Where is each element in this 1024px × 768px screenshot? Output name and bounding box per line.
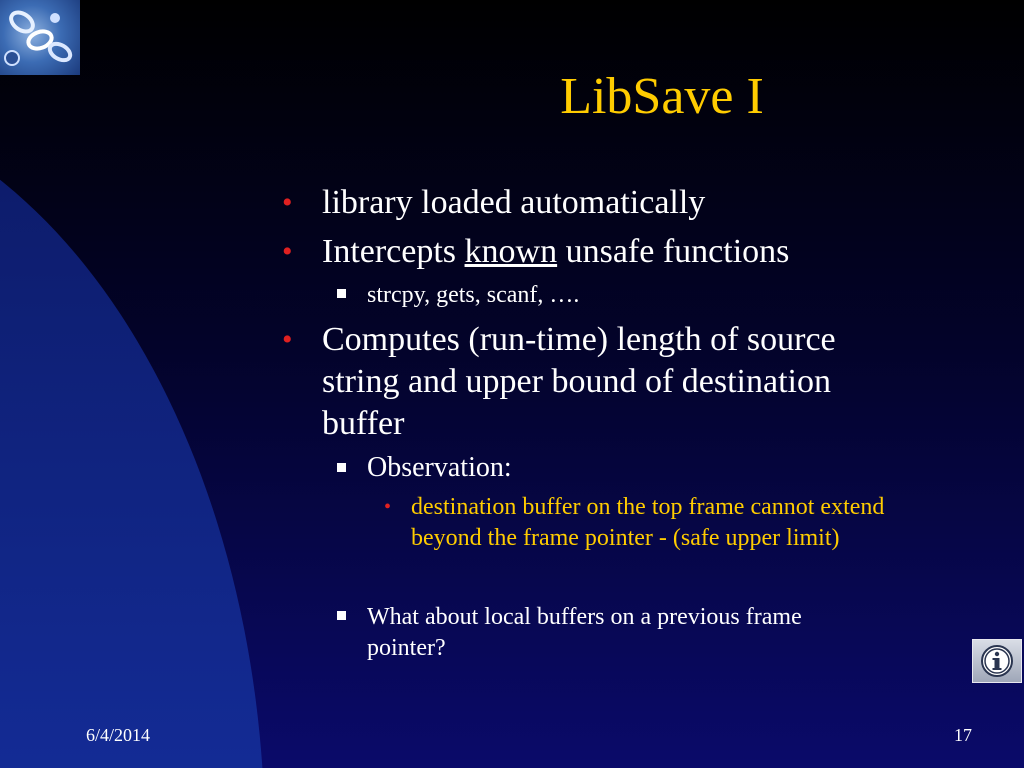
bullet-marker: • [384, 496, 392, 518]
bullet-library-loaded [280, 182, 980, 224]
bullet-text-line3: buffer [322, 405, 405, 442]
sub-bullet-text: Observation: [367, 452, 512, 483]
chain-logo-icon [0, 0, 80, 75]
subsub-text-line2: beyond the frame pointer - (safe upper limit) [411, 525, 840, 551]
info-icon [980, 644, 1014, 678]
bullet-computes [280, 319, 980, 445]
square-bullet-marker [337, 289, 346, 298]
bullet-marker: • [282, 323, 293, 356]
bullet-text-post: unsafe functions [557, 233, 790, 270]
bullet-text-line2: string and upper bound of destination [322, 363, 831, 400]
bullet-text-pre: Intercepts [322, 233, 465, 270]
slide-title: LibSave I [560, 68, 764, 125]
bullet-intercepts [280, 231, 980, 273]
sub-bullet-local-buffers [280, 602, 980, 664]
slide-content [280, 182, 980, 672]
square-bullet-marker [337, 611, 346, 620]
bullet-text: library loaded automatically [322, 184, 706, 221]
underlined-word: known [464, 233, 558, 270]
page-number: 17 [954, 725, 972, 745]
sub-bullet-text: strcpy, gets, scanf, …. [367, 282, 580, 308]
info-button[interactable] [972, 639, 1022, 683]
sub-bullet-functions [280, 280, 980, 311]
bullet-marker: • [282, 186, 293, 219]
bullet-marker: • [282, 235, 293, 268]
spacer [280, 554, 980, 602]
footer-date: 6/4/2014 [86, 725, 151, 745]
bullet-text-line1: Computes (run-time) length of source [322, 321, 836, 358]
sub-bullet-text-line2: pointer? [367, 635, 446, 661]
sub-bullet-observation [280, 452, 980, 484]
subsub-text-line1: destination buffer on the top frame cannot extend [411, 494, 885, 520]
decorative-arc [0, 95, 265, 768]
sub-bullet-text-line1: What about local buffers on a previous frame [367, 604, 802, 630]
square-bullet-marker [337, 463, 346, 472]
subsub-bullet-destination [280, 492, 980, 554]
